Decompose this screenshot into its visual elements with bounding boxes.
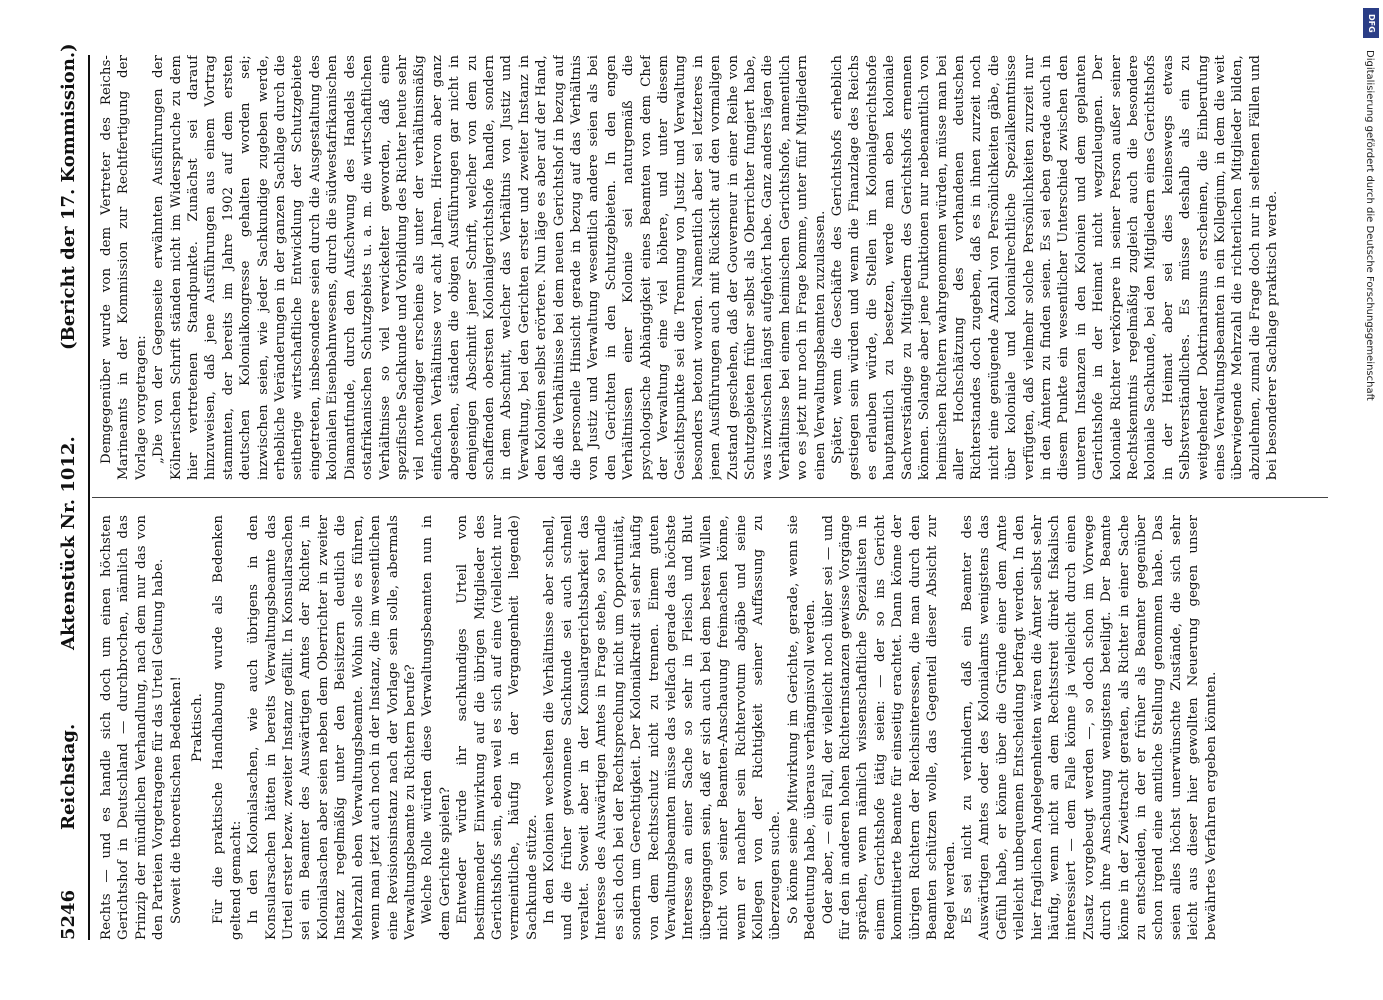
paragraph: In den Kolonialsachen, wie auch übrigens in den Konsularsachen hätten in bereits Verwaltungsbeamte das Urteil erster bezw. zweiter Instanz gefällt. In Konsularsachen sei ein Beamter des Auswärtigen Amtes der Richter, in Kolonialsachen aber seien neben dem Oberrichter in zweiter Instanz regelmäßig unter den Beisitzern deutlich die Mehrzahl eben Verwaltungsbeamte. Wohin solle es führen, wenn man jetzt auch noch in der Instanz, die im wesentlichen eine Revisionsinstanz nach der Vorlage sein solle, abermals Verwaltungsbeamte zu Richtern berufe?	[246, 515, 418, 940]
right-column	[98, 55, 1328, 480]
side-credit	[1357, 50, 1375, 950]
page-number: 5246	[58, 889, 79, 940]
paragraph: Welche Rolle würden diese Verwaltungsbeamten nun in dem Gerichte spielen?	[420, 515, 453, 940]
paragraph: „Die von der Gegenseite erwähnten Ausführungen der Kölnerischen Schrift ständen nicht im Widerspruche zu dem hier vertretenen Standpunkte. Zunächst sei darauf hinzuweisen, daß jene Ausführungen aus einem Vortrag stammten, der bereits im Jahre 1902 auf dem ersten deutschen Kolonialkongresse gehalten worden sei; inzwischen seien, wie jeder Sachkundige zugeben werde, erhebliche Veränderungen in der ganzen Sachlage durch die seitherige wirtschaftliche Entwicklung der Schutzgebiete eingetreten, insbesondere seien durch die Ausgestaltung des kolonialen Eisenbahnwesens, durch die südwestafrikanischen Diamantfunde, durch den Aufschwung des Handels des ostafrikanischen Schutzgebiets u. a. m. die wirtschaftlichen Verhältnisse so viel verwickelter geworden, daß eine spezifische Sachkunde und Vorbildung des Richter heute sehr viel notwendiger erscheine als unter der verhältnismäßig einfachen Verhältnisse vor acht Jahren. Hiervon aber ganz abgesehen, ständen die obigen Ausführungen gar nicht in demjenigen Abschnitt jener Schrift, welcher von dem zu schaffenden obersten Kolonialgerichtshofe handle, sondern in dem Abschnitt, welcher das Verhältnis von Justiz und Verwaltung, bei den Gerichten erster und zweiter Instanz in den Kolonien selbst erörtere. Nun läge es aber auf der Hand, daß die Verhältnisse bei dem neuen Gerichtshof in bezug auf die personelle Hinsicht gerade in bezug auf das Verhältnis von Justiz und Verwaltung wesentlich andere seien als bei den Gerichten in den Schutzgebieten. In den engen Verhältnissen einer Kolonie sei naturgemäß die psychologische Abhängigkeit eines Beamten von dem Chef der Verwaltung eine viel höhere, und unter diesem Gesichtspunkte sei die Trennung von Justiz und Verwaltung besonders betont worden. Namentlich aber sei letzteres in jenen Ausführungen auch mit Rücksicht auf den vormaligen Zustand geschehen, daß der Gouverneur in einer Reihe von Schutzgebieten früher selbst als Oberrichter fungiert habe, was inzwischen längst aufgehört habe. Ganz anders lägen die Verhältnisse bei einem heimischen Gerichtshofe, namentlich wo es jetzt nur noch in Frage komme, unter fünf Mitgliedern einen Verwaltungsbeamten zuzulassen.	[151, 55, 828, 480]
paragraph: So könne seine Mitwirkung im Gerichte, gerade, wenn sie Bedeutung habe, überaus verhängnisvoll werden.	[785, 515, 819, 940]
document-number: Aktenstück Nr. 1012.	[58, 436, 79, 650]
paragraph: Rechts — und es handle sich doch um einen höchsten Gerichtshof in Deutschland — durchbrochen, nämlich das Prinzip der mündlichen Verhandlung, nach dem nur das von den Parteien Vorgetragene für das Urteil Geltung habe.	[99, 515, 167, 940]
report-title: (Bericht der 17. Kommission.)	[58, 43, 79, 350]
left-column	[98, 515, 1328, 940]
paragraph: Praktisch.	[190, 693, 206, 762]
credit-text: Digitalisierung gefördert durch die Deutsche Forschungsgemeinschaft	[1364, 50, 1375, 401]
paragraph: Später, wenn die Geschäfte des Gerichtshofs erheblich gestiegen sein würden und wenn die Finanzlage des Reichs es erlauben würde, die Stellen im Kolonialgerichtshofe hauptamtlich zu besetzen, werde man eben koloniale Sachverständige zu Mitgliedern des Gerichtshofs ernennen können. Solange aber jene Funktionen nur nebenamtlich von heimischen Richtern wahrgenommen würden, müsse man bei aller Hochschätzung des vorhandenen deutschen Richterstandes doch zugeben, daß es in ihnen zurzeit noch nicht eine genügende Anzahl von Persönlichkeiten gäbe, die über koloniale und kolonialrechtliche Spezialkenntnisse verfügten, daß vielmehr solche Persönlichkeiten zurzeit nur in den Ämtern zu finden seien. Es sei eben gerade auch in diesem Punkte ein wesentlicher Unterschied zwischen den unteren Instanzen in den Kolonien und dem geplanten Gerichtshofe in der Heimat nicht wegzuleugnen. Der koloniale Richter verkörpere in seiner Person außer seiner Rechtskenntnis regelmäßig zugleich auch die besondere koloniale Sachkunde, bei den Mitgliedern eines Gerichtshofs in der Heimat aber sei dies keineswegs etwas Selbstverständliches. Es müsse deshalb als ein zu weitgehender Doktrinarismus erscheinen, die Einberufung eines Verwaltungsbeamten in ein Kollegium, in dem die weit überwiegende Mehrzahl die richterlichen Mitglieder bilden, abzulehnen, zumal die Frage doch nur in seltenen Fällen und bei besonderer Sachlage praktisch werde.	[830, 55, 1281, 480]
paragraph: Für die praktische Handhabung wurde als Bedenken geltend gemacht:	[211, 515, 244, 940]
paragraph: Oder aber, — ein Fall, der vielleicht noch übler sei — und für den in anderen hohen Richterinstanzen gewisse Vorgänge sprächen, wenn nämlich wissenschaftliche Spezialisten in einem Gerichtshofe tätig seien: — der so ins Gericht kommittierte Beamte für einseitig erachtet. Dann könne der übrigen Richtern der Reichsinteressen, die man durch den Beamten schützen wolle, das Gegenteil dieser Absicht zur Regel werden.	[820, 515, 958, 940]
paragraph: Soweit die theoretischen Bedenken!	[168, 676, 184, 924]
paragraph: Demgegenüber wurde von dem Vertreter des Reichs-Marineamts in der Kommission zur Rechtfertigung der Vorlage vorgetragen:	[99, 55, 149, 480]
paragraph: In den Kolonien wechselten die Verhältnisse aber schnell, und die früher gewonnene Sachkunde sei auch schnell veraltet. Soweit aber in der Konsulargerichtsbarkeit das Interesse des Auswärtigen Amtes in Frage stehe, so handle es sich doch bei der Rechtsprechung nicht um Opportunität, sondern um Gerechtigkeit. Der Kolonialkredit sei sehr häufig von dem Rechtsschutz nicht zu trennen. Einem guten Verwaltungsbeamten müsse das vielfach gerade das höchste Interesse an einer Sache so sehr in Fleisch und Blut übergegangen sein, daß er sich auch bei dem besten Willen nicht von seiner Beamten-Anschauung freimachen könne, wenn er nachher sein Richtervotum abgäbe und seine Kollegen von der Richtigkeit seiner Auffassung zu überzeugen suche.	[542, 515, 784, 940]
page-header	[58, 43, 88, 940]
paragraph: Entweder würde ihr sachkundiges Urteil von bestimmender Einwirkung auf die übrigen Mitglieder des Gerichtshofs sein, eben weil es sich auf eine (vielleicht nur vermeintliche, häufig in der Vergangenheit liegende) Sachkunde stütze.	[455, 515, 540, 940]
header-title: Reichstag.	[58, 723, 79, 830]
dfg-logo: DFG	[1363, 8, 1379, 38]
column-divider	[92, 497, 1328, 498]
paragraph: Es sei nicht zu verhindern, daß ein Beamter des Auswärtigen Amtes oder des Kolonialamts wenigstens das Gefühl habe, er könne über die Gründe einer dem Amte vielleicht unbequemen Entscheidung befragt werden. In den hier fraglichen Angelegenheiten wären die Ämter selbst sehr häufig, wenn nicht an dem Rechtsstreit direkt fiskalisch interessiert — dem Falle könne ja vielleicht durch einen Zusatz vorgebeugt werden —, so doch schon im Vorwege durch ihre Anschauung wenigstens beteiligt. Der Beamte könne in der Zwietracht geraten, als Richter in einer Sache zu entscheiden, in der er früher als Beamter gegenüber schon irgend eine amtliche Stellung genommen habe. Das seien alles höchst unerwünschte Zustände, die sich sehr leicht aus dieser hier gewollten Neuerung gegen unser bewährtes Verfahren ergeben könnten.	[959, 515, 1219, 940]
header-rule	[88, 55, 90, 940]
